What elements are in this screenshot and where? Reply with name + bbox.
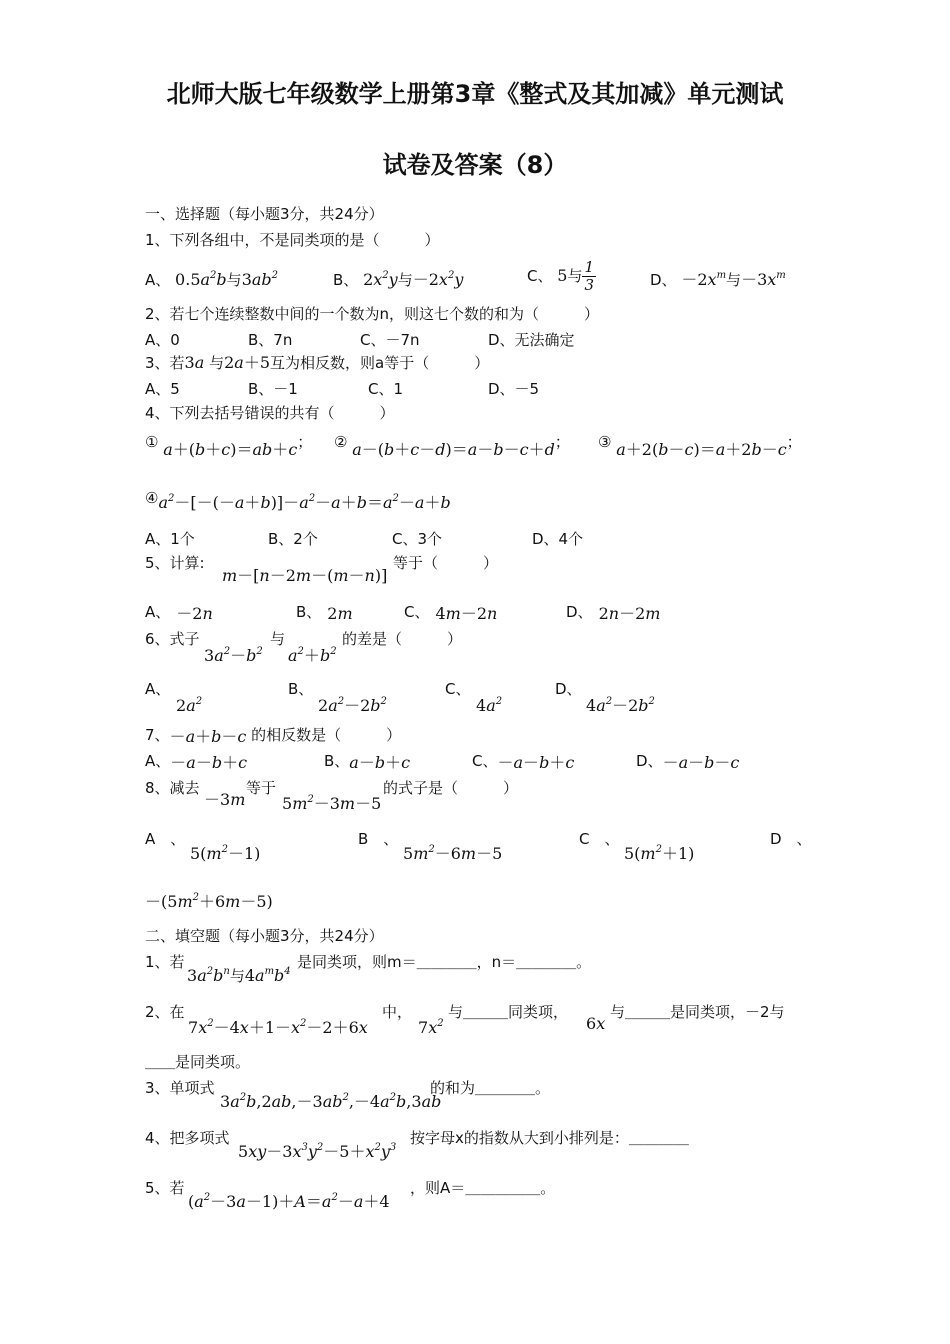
q5-d-math: 2n－2m xyxy=(598,604,661,623)
q3-text-1: 3、若 xyxy=(145,354,185,372)
q5-option-b xyxy=(296,602,353,622)
q5-b-math: 2m xyxy=(327,604,353,623)
q7-text-1: 7、 xyxy=(145,726,170,744)
q4-option-c: C、3个 xyxy=(392,530,443,548)
q3-stem xyxy=(145,353,489,373)
q5-c-label: C、 xyxy=(404,603,430,621)
q5-expression: m－[n－2m－(m－n)] xyxy=(222,566,388,585)
section1-header: 一、选择题（每小题3分，共24分） xyxy=(145,205,384,223)
q5-option-d xyxy=(566,602,660,622)
q6-option-c-math: $4a^2$ xyxy=(476,696,503,715)
q2-option-b: B、7n xyxy=(248,331,293,349)
fill5-text-2: ，则A＝＿＿＿＿＿。 xyxy=(410,1179,556,1197)
q5-stem-1: 5、计算: xyxy=(145,554,205,572)
q7-b-label: B、 xyxy=(324,752,350,770)
q4-clause-2: ② a－(b＋c－d)＝a－b－c＋d； xyxy=(334,433,570,459)
q1-option-d xyxy=(650,266,786,290)
q7-a-label: A、 xyxy=(145,752,171,770)
q7-d-label: D、 xyxy=(636,752,663,770)
fill3-monomials: $3a^2b,2ab,-3ab^2,-4a^2b,3ab$ xyxy=(220,1092,442,1111)
q7-a-math: －a－b＋c xyxy=(170,753,248,772)
fill2-text-2: 中， xyxy=(382,1003,413,1021)
q2-option-c: C、－7n xyxy=(360,331,420,349)
q4-c1-math: a＋(b＋c)＝ab＋c xyxy=(163,440,298,459)
q7-math: －a＋b－c xyxy=(169,727,247,746)
q8-expr-2: $5m^2-3m-5$ xyxy=(282,794,382,813)
q3-math-1: 3a xyxy=(184,353,205,372)
q6-option-b-label: B、 xyxy=(288,680,314,698)
q8-expr-1: －3m xyxy=(204,790,246,809)
q1-b-math: $2x^2y$与$-2x^2y$ xyxy=(363,270,464,289)
q6-stem-1: 6、式子 xyxy=(145,630,200,648)
q1-d-label: D、 xyxy=(650,271,677,289)
q5-d-label: D、 xyxy=(566,603,593,621)
q8-option-d-label: D 、 xyxy=(770,830,812,848)
fill5-text-1: 5、若 xyxy=(145,1179,185,1197)
q4-option-d: D、4个 xyxy=(532,530,584,548)
q4-c2-math: a－(b＋c－d)＝a－b－c＋d xyxy=(352,440,555,459)
q8-stem-1: 8、减去 xyxy=(145,779,200,797)
q1-option-b xyxy=(333,266,463,290)
q1-a-math: $0.5a^2b$与$3ab^2$ xyxy=(175,270,279,289)
q6-option-d-math: $4a^2-2b^2$ xyxy=(586,696,655,715)
q7-option-d xyxy=(636,751,739,771)
q7-option-a xyxy=(145,751,247,771)
q7-option-b xyxy=(324,751,410,771)
q3-text-3: 互为相反数，则a等于（ ） xyxy=(270,354,490,372)
q1-c-math: 5与 $\frac{1}{3}$ xyxy=(557,258,595,294)
q1-b-label: B、 xyxy=(333,271,359,289)
q2-option-a: A、0 xyxy=(145,331,180,349)
fill3-text-2: 的和为＿＿＿＿。 xyxy=(430,1079,551,1097)
q4-stem: 4、下列去括号错误的共有（ ） xyxy=(145,404,395,422)
fill3-text-1: 3、单项式 xyxy=(145,1079,215,1097)
q3-math-2: 2a＋5 xyxy=(224,353,270,372)
q7-b-math: a－b＋c xyxy=(349,753,411,772)
q4-clause-1: ① a＋(b＋c)＝ab＋c； xyxy=(145,433,313,459)
q6-option-a-label: A、 xyxy=(145,680,171,698)
q4-clause-3: ③ a＋2(b－c)＝a＋2b－c； xyxy=(598,433,802,459)
q4-clause-4 xyxy=(145,484,451,512)
fill2-text-3: 与＿＿＿同类项， xyxy=(448,1003,569,1021)
q4-c1-label: ① xyxy=(145,433,159,451)
section2-header: 二、填空题（每小题3分，共24分） xyxy=(145,927,384,945)
fill2-text-5: ＿＿是同类项。 xyxy=(145,1053,251,1071)
q8-option-b-label: B 、 xyxy=(358,830,399,848)
q4-c3-label: ③ xyxy=(598,433,612,451)
q6-option-a-math: $2a^2$ xyxy=(176,696,203,715)
q3-option-b: B、－1 xyxy=(248,380,298,398)
q4-c2-label: ② xyxy=(334,433,348,451)
q5-b-label: B、 xyxy=(296,603,322,621)
q1-c-label: C、 xyxy=(527,267,553,285)
q7-option-c xyxy=(472,751,574,771)
q7-c-math: －a－b＋c xyxy=(497,753,575,772)
page-title-line2: 试卷及答案（8） xyxy=(382,151,568,179)
q8-option-b-math: $5m^2-6m-5$ xyxy=(403,844,503,863)
q1-option-a xyxy=(145,266,278,290)
q1-d-math: $-2x^m$与$-3x^m$ xyxy=(681,270,786,289)
q3-option-a: A、5 xyxy=(145,380,180,398)
q2-option-d: D、无法确定 xyxy=(488,331,575,349)
q1-a-label: A、 xyxy=(145,271,171,289)
q6-option-b-math: $2a^2-2b^2$ xyxy=(318,696,387,715)
q8-option-a-label: A 、 xyxy=(145,830,186,848)
q8-option-c-math: $5(m^2+1)$ xyxy=(624,844,695,863)
fill1-text-1: 1、若 xyxy=(145,953,185,971)
q3-option-d: D、－5 xyxy=(488,380,540,398)
q1-stem: 1、下列各组中，不是同类项的是（ ） xyxy=(145,231,440,249)
q6-stem-2: 与 xyxy=(270,630,286,648)
q5-c-math: 4m－2n xyxy=(435,604,498,623)
q4-c3-math: a＋2(b－c)＝a＋2b－c xyxy=(616,440,787,459)
fill1-text-2: 是同类项，则m＝＿＿＿＿，n＝＿＿＿＿。 xyxy=(297,953,592,971)
q7-d-math: －a－b－c xyxy=(662,753,740,772)
page-title-line1: 北师大版七年级数学上册第3章《整式及其加减》单元测试 xyxy=(166,80,784,108)
q5-stem-2: 等于（ ） xyxy=(393,554,499,572)
q5-a-label: A、 xyxy=(145,603,171,621)
fill4-text-2: 按字母x的指数从大到小排列是：＿＿＿＿ xyxy=(410,1129,689,1147)
q8-stem-3: 的式子是（ ） xyxy=(383,779,519,797)
q7-text-2: 的相反数是（ ） xyxy=(251,726,402,744)
q6-stem-3: 的差是（ ） xyxy=(342,630,463,648)
fill2-text-4: 与＿＿＿是同类项，－2与 xyxy=(610,1003,785,1021)
fill2-polynomial: $7x^2-4x+1-x^2-2+6x$ xyxy=(188,1018,368,1037)
fill4-text-1: 4、把多项式 xyxy=(145,1129,230,1147)
q7-c-label: C、 xyxy=(472,752,498,770)
q1-option-c xyxy=(527,256,596,296)
fill1-math: $3a^2b^n$与$4a^mb^4$ xyxy=(187,966,291,985)
fill2-text-1: 2、在 xyxy=(145,1003,185,1021)
q6-option-d-label: D、 xyxy=(555,680,582,698)
q8-option-d-math: $-(5m^2+6m-5)$ xyxy=(145,892,273,911)
q8-option-c-label: C 、 xyxy=(579,830,620,848)
q8-stem-2: 等于 xyxy=(246,779,277,797)
q6-expr-2: $a^2+b^2$ xyxy=(288,646,337,665)
q6-option-c-label: C、 xyxy=(445,680,471,698)
q4-c4-label: ④ xyxy=(145,489,159,507)
q5-a-math: －2n xyxy=(176,604,213,623)
q4-option-a: A、1个 xyxy=(145,530,195,548)
q4-c4-math: $a^2-[-(-a+b)]-a^2-a+b=a^2-a+b$ xyxy=(158,493,451,512)
q7-stem xyxy=(145,725,401,745)
q5-option-a xyxy=(145,602,213,622)
fill2-term-1: $7x^2$ xyxy=(418,1018,444,1037)
q3-text-2: 与 xyxy=(209,354,225,372)
q8-option-a-math: $5(m^2-1)$ xyxy=(190,844,261,863)
q5-option-c xyxy=(404,602,497,622)
q2-stem: 2、若七个连续整数中间的一个数为n，则这七个数的和为（ ） xyxy=(145,305,600,323)
fill2-term-2: 6x xyxy=(586,1014,606,1033)
q3-option-c: C、1 xyxy=(368,380,404,398)
q6-expr-1: $3a^2-b^2$ xyxy=(204,646,263,665)
q4-option-b: B、2个 xyxy=(268,530,318,548)
fill4-polynomial: $5xy-3x^3y^2-5+x^2y^3$ xyxy=(238,1142,397,1161)
fill5-equation: $(a^2-3a-1)+A=a^2-a+4$ xyxy=(188,1192,390,1211)
